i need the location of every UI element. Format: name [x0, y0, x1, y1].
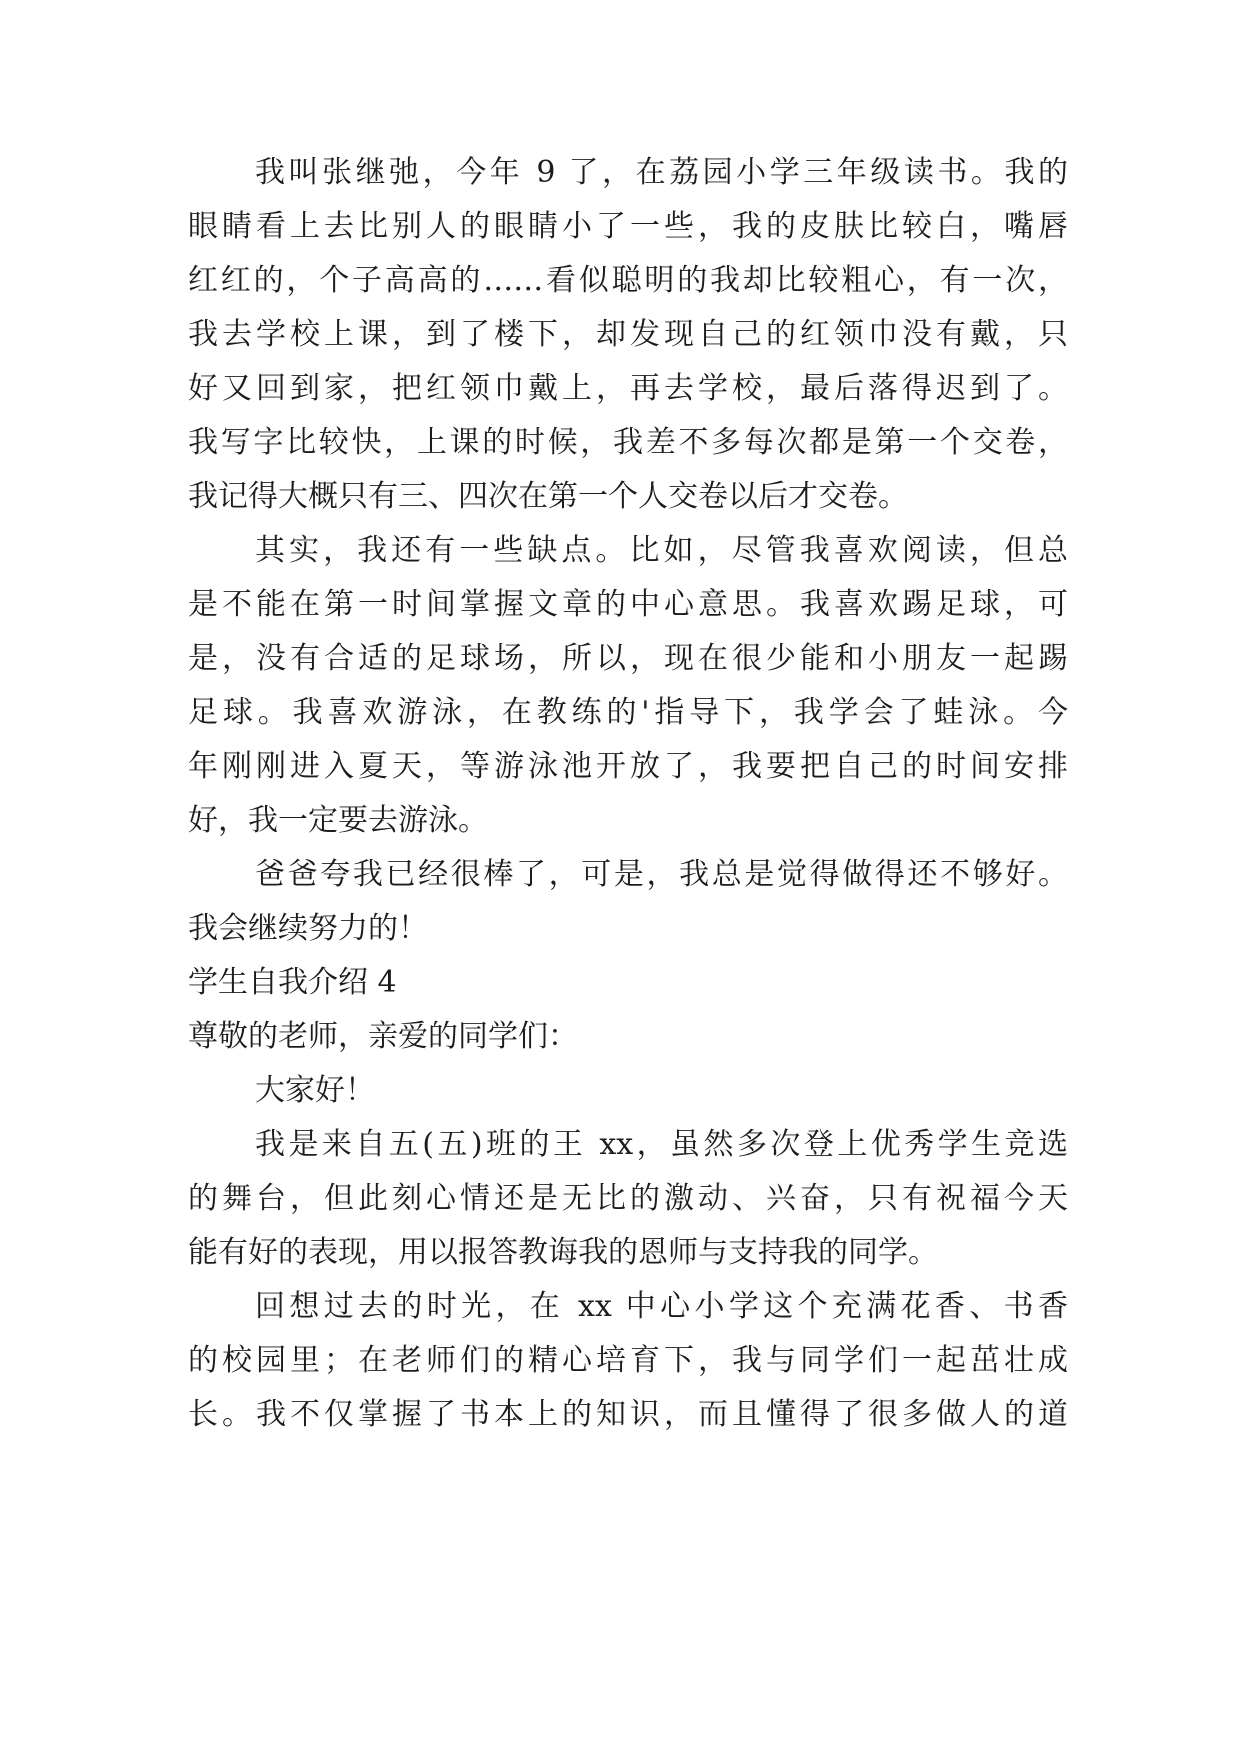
paragraph-2-line-4: 足球。我喜欢游泳，在教练的'指导下，我学会了蛙泳。今 — [188, 695, 1068, 730]
section-title: 学生自我介绍 4 — [188, 965, 397, 1000]
paragraph-5-line-1: 回想过去的时光，在 xx 中心小学这个充满花香、书香 — [255, 1289, 1068, 1324]
paragraph-4-line-3: 能有好的表现，用以报答教诲我的恩师与支持我的同学。 — [188, 1235, 938, 1270]
paragraph-4-line-1: 我是来自五(五)班的王 xx，虽然多次登上优秀学生竞选 — [255, 1127, 1068, 1162]
paragraph-2-line-3: 是，没有合适的足球场，所以，现在很少能和小朋友一起踢 — [188, 641, 1068, 676]
salutation: 尊敬的老师，亲爱的同学们： — [188, 1019, 578, 1054]
paragraph-1-line-5: 好又回到家，把红领巾戴上，再去学校，最后落得迟到了。 — [188, 371, 1068, 406]
paragraph-5-line-2: 的校园里；在老师们的精心培育下，我与同学们一起茁壮成 — [188, 1343, 1068, 1378]
paragraph-2-line-2: 是不能在第一时间掌握文章的中心意思。我喜欢踢足球，可 — [188, 587, 1068, 622]
paragraph-1-line-6: 我写字比较快，上课的时候，我差不多每次都是第一个交卷， — [188, 425, 1068, 460]
paragraph-1-line-4: 我去学校上课，到了楼下，却发现自己的红领巾没有戴，只 — [188, 317, 1068, 352]
paragraph-1-line-1: 我叫张继弛，今年 9 了，在荔园小学三年级读书。我的 — [255, 155, 1068, 190]
paragraph-3-line-1: 爸爸夸我已经很棒了，可是，我总是觉得做得还不够好。 — [255, 857, 1068, 892]
paragraph-5-line-3: 长。我不仅掌握了书本上的知识，而且懂得了很多做人的道 — [188, 1397, 1068, 1432]
paragraph-2-line-5: 年刚刚进入夏天，等游泳池开放了，我要把自己的时间安排 — [188, 749, 1068, 784]
paragraph-2-line-6: 好，我一定要去游泳。 — [188, 803, 488, 838]
paragraph-4-line-2: 的舞台，但此刻心情还是无比的激动、兴奋，只有祝福今天 — [188, 1181, 1068, 1216]
paragraph-1-line-3: 红红的，个子高高的……看似聪明的我却比较粗心，有一次， — [188, 263, 1068, 298]
paragraph-1-line-2: 眼睛看上去比别人的眼睛小了一些，我的皮肤比较白，嘴唇 — [188, 209, 1068, 244]
greeting: 大家好！ — [255, 1073, 375, 1108]
paragraph-2-line-1: 其实，我还有一些缺点。比如，尽管我喜欢阅读，但总 — [255, 533, 1068, 568]
paragraph-1-line-7: 我记得大概只有三、四次在第一个人交卷以后才交卷。 — [188, 479, 908, 514]
paragraph-3-line-2: 我会继续努力的！ — [188, 911, 428, 946]
